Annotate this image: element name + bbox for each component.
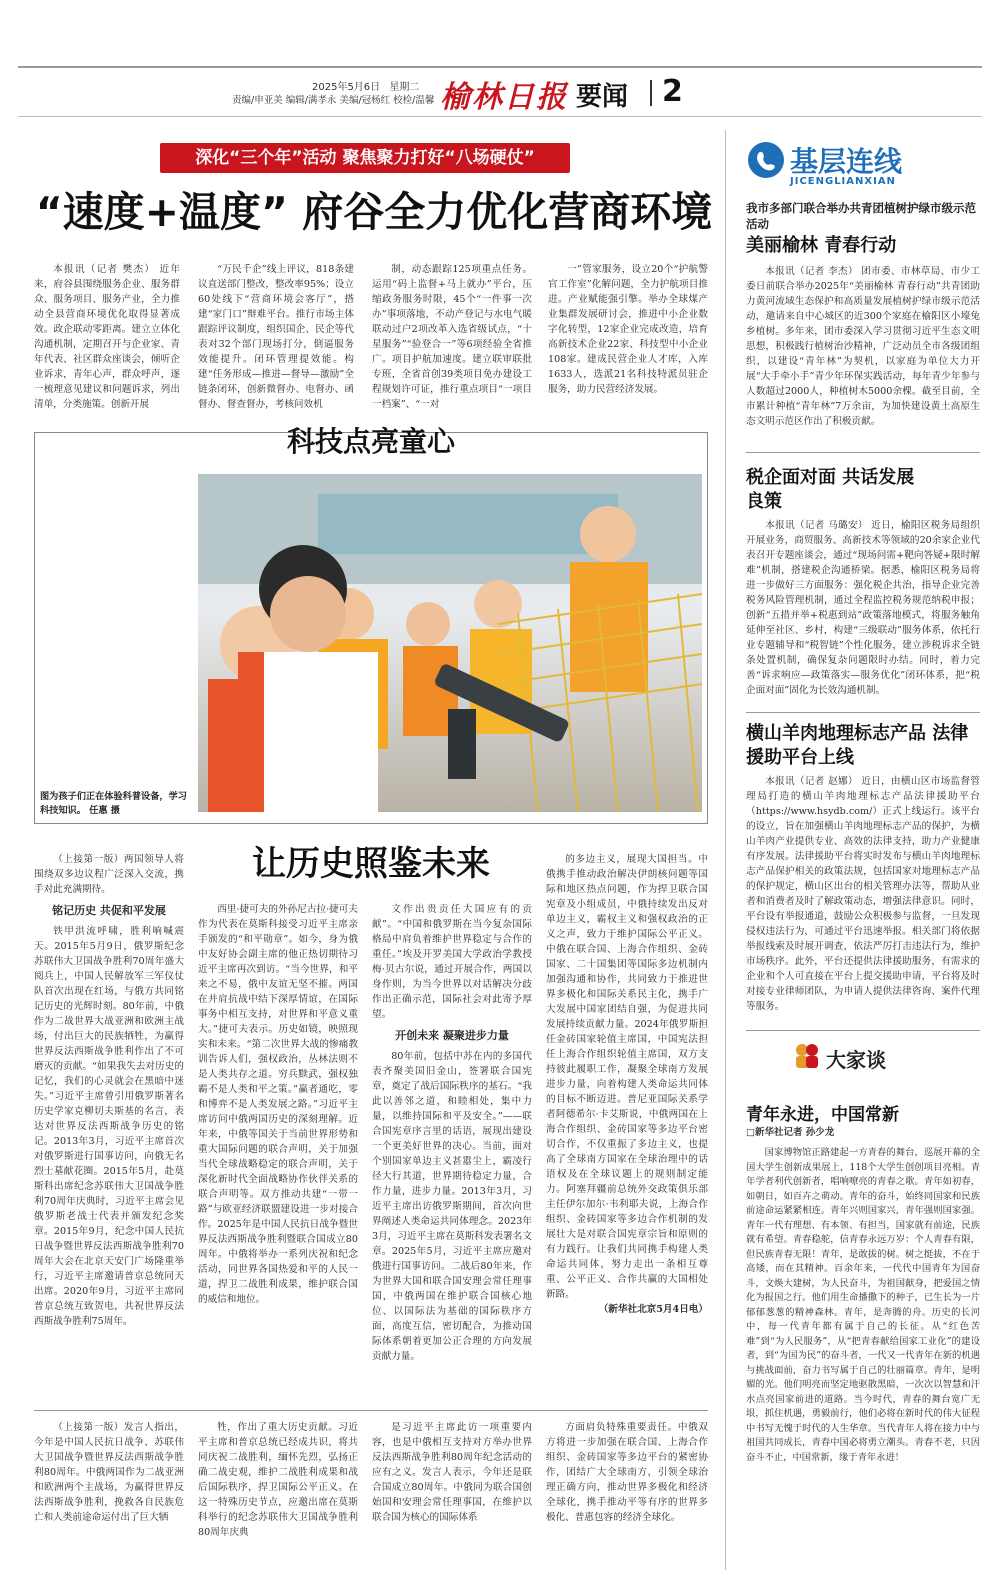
history-headline: 让历史照鉴未来 <box>252 844 490 884</box>
history-story-col-2: 西里·捷可夫的外孙尼古拉·捷可夫作为代表在莫斯科接受习近平主席亲手颁发的“和平勋章”。如今，身为俄中友好协会副主席的他正热切期待习近平主席再次到访。“当今世界，和平来之不易，俄中友谊无坚不摧。两国在并肩抗战中结下深厚情谊，在国际事务中相互支持，对世界和平意义重大。”捷可夫表示。历史如镜，映照现实和未来。“第二次世界大战的惨痛教训告诉人们，强权政治，丛林法则不是人类共存之道。穷兵黩武，强权独霸不是人类和平之策。”赢者通吃，零和博弈不是人类发展之路。”习近平主席访问中俄两国历史的深刻理解。近年来，中俄等国关于当前世界形势和重大国际问题的联合声明，关于加强当代全球战略稳定的联合声明，关于深化新时代全面战略协作伙伴关系的联合声明等。双方推动共建“一带一路”与欧亚经济联盟建设进一步对接合作。2025年是中国人民抗日战争暨世界反法西斯战争胜利暨联合国成立80周年。中俄将举办一系列庆祝和纪念活动，同世界各国热爱和平的人民一道，捍卫二战胜利成果，维护联合国的威信和地位。 <box>198 904 358 1305</box>
photo-story-text <box>40 560 190 800</box>
subhead-create-future: 开创未来 凝聚进步力量 <box>395 1029 509 1042</box>
issue-date: 2025年5月6日 <box>312 82 381 93</box>
section-name: 要闻 <box>576 82 629 112</box>
subhead-remember-history: 铭记历史 共促和平发展 <box>52 904 166 917</box>
students-science-photo <box>198 474 702 812</box>
story1-title: 美丽榆林 青春行动 <box>746 235 897 256</box>
sidebar-section-pinyin: JICENGLIANXIAN <box>790 176 896 187</box>
opinion-title: 青年永进，中国常新 <box>746 1105 899 1125</box>
photo-caption: 图为孩子们正在体验科普设备，学习科技知识。 任惠 摄 <box>40 791 187 816</box>
photo-story-title: 科技点亮童心 <box>286 425 455 458</box>
history-story-col-3: 文作出贵贡任大国应有的贡献”。“中国和俄罗斯在当今复杂国际格局中肩负着维护世界稳定与合作的重任。”埃及开罗美国大学政治学教授梅·贝古尔说，通过开展合作，两国以身作则，为当今世界以对话解决分歧作出正确示范，国际社会对此寄予厚望。 开创未来 凝聚进步力量 80年前，包括中苏在内的多国代表齐聚美国旧金山，签署联合国宪章，奠定了战后国际秩序的基石。“我此以善邻之道，和睦相处，集中力量，以维持国际和平及安全。”——联合国宪章序言里的话语，展现出建设一个更美好世界的决心。当前，面对个别国家单边主义甚嚣尘上，霸凌行径大行其道，世界期待稳定力量，合作力量，进步力量。2013年3月，习近平主席出访俄罗斯期间，首次向世界阐述人类命运共同体理念。2023年3月，习近平主席在莫斯科发表署名文章。2025年5月，习近平主席应邀对俄进行国事访问。二战后80年来，作为世界大国和联合国安理会常任理事国，中俄两国在维护联合国核心地位、以国际法为基础的国际秩序方面，高度互信，密切配合，为推动国际体系朝着更加公正合理的方向发展贡献力量。 <box>372 904 532 1362</box>
bottom-story-col-4: 方面肩负特殊重要责任。中俄双方将进一步加强在联合国、上海合作组织、金砖国家等多边平台的紧密协作，团结广大全球南方，引领全球治理正确方向，推动世界多极化和经济全球化，携手推动平等有序的世界多极化、普惠包容的经济全球化。 <box>546 1422 708 1523</box>
bottom-story-col-2: 牲，作出了重大历史贡献。习近平主席和普京总统已经成共识，将共同庆祝二战胜利，缅怀先烈，弘扬正确二战史观，维护二战胜利成果和战后国际秩序，捍卫国际公平正义。在这一特殊历史节点，应邀出席在莫斯科举行的纪念苏联伟大卫国战争胜利80周年庆典 <box>198 1422 358 1538</box>
masthead-editors: 责编/申亚美 编辑/满孝永 美编/冠杨红 校检/温馨 <box>232 95 435 106</box>
issue-weekday: 星期二 <box>389 82 420 93</box>
opinion-author: □新华社记者 孙少龙 <box>746 1127 835 1138</box>
sidebar-rule-1 <box>746 452 980 453</box>
sidebar-rule-3 <box>746 1030 980 1031</box>
lead-story-col-1: 本报讯（记者 樊杰） 近年来，府谷县围绕服务企业、服务群众、服务项目、服务产业，全力推动全县营商环境优化取得显著成效。政企联动零距离。建立立体化沟通机制，定期召开与企业家、青年代表、社区群众座谈会，倾听企业诉求，青年心声，群众呼声，逐一梳理意见建议和问题诉求，列出清单，分类施策。创新开展 <box>34 264 180 410</box>
campaign-banner <box>160 143 570 173</box>
masthead-date <box>312 78 419 93</box>
top-rule <box>18 66 982 68</box>
story2-body: 本报讯（记者 马璐安） 近日，榆阳区税务局组织开展业务，商贸服务、高新技术等领域的20余家企业代表召开专题座谈会，通过“现场问需+靶向答疑+限时解难”机制，搭建税企沟通桥梁。据悉，榆阳区税务局将进一步做好三方面服务：强化税企共治，指导企业完善税务风险管理机制，通过全程监控税务规范纳税申报；创新“五措并举+税惠到站”政策落地模式，将服务触角延伸至社区、乡村，构建“三级联动”服务体系，依托行业专题辅导和“税智链”个性化服务，建立涉税诉求全链条处置机制，确保复杂问题限时办结。同时，着力完善“诉求响应—政策落实—服务优化”闭环体系，把“税企面对面”固化为长效沟通机制。 <box>746 520 980 696</box>
bottom-story-col-1: （上接第一版）发言人指出，今年是中国人民抗日战争、苏联伟大卫国战争暨世界反法西斯战争胜利80周年。中俄两国作为二战亚洲和欧洲两个主战场，为赢得世界反法西斯战争胜利，挽救各自民族危亡和人类前途命运付出了巨大牺 <box>34 1422 184 1523</box>
story2-title: 税企面对面 共话发展良策 <box>746 467 915 512</box>
bottom-story-rule <box>34 1410 708 1411</box>
sidebar-divider <box>725 130 726 1570</box>
sidebar-rule-2 <box>746 712 980 713</box>
story3-body: 本报讯（记者 赵娜） 近日，由横山区市场监督管理局打造的横山羊肉地理标志产品法律援助平台（https://www.hsydb.com/）正式上线运行。该平台的设立，旨在加强横山羊肉地理标志产品的保护，为横山羊肉产业提供专业、高效的法律支持，助力产业健康有序发展。法律援助平台将实时发布与横山羊肉地理标志产品保护相关的政策法规，包括国家对地理标志产品的保护规定，横山区出台的相关管理办法等，帮助从业者和消费者及时了解政策动态，增强法律意识。同时，平台设有举报通道，鼓励公众积极参与监督，一旦发现侵权违法行为，可通过平台迅速举报。相关部门将依据举报线索及时展开调查，依法严厉打击违法行为，维护市场秩序。此外，平台还提供法律援助服务，有需求的企业和个人可直接在平台上提交援助申请，平台将及时对接专业律师团队，为申请人提供法律咨询、案件代理等服务。 <box>746 776 980 1012</box>
story1-kicker: 我市多部门联合举办共青团植树护绿市级示范活动 <box>746 201 976 231</box>
history-source: （新华社北京5月4日电） <box>598 1304 708 1315</box>
lead-headline: “速度+温度” 府谷全力优化营商环境 <box>35 188 713 236</box>
lead-story-col-2: “万民千企”线上评议，818条建议直送部门整改，整改率95%；设立60处线下“营商环境会客厅”，搭建“家门口”辩难平台。推行市场主体跟踪评议制度，组织国企、民企等代表对32个部门现场打分，倒逼服务效能提升。闭环管理提效能。构建“任务形成—推进—督导—激励”全链条闭环，创新微督办、电督办、函督办、督查督办，考核问效机 <box>198 264 354 410</box>
campaign-banner-text: 深化“三个年”活动 聚焦聚力打好“八场硬仗” <box>195 148 535 168</box>
sidebar-phone-icon <box>746 140 786 180</box>
opinion-logo: 大家谈 <box>826 1048 886 1072</box>
history-story-col-4: 的多边主义，展现大国担当。中俄携手推动政治解决伊朗核问题等国际和地区热点问题，作为捍卫联合国宪章及小组成员，中俄持续发出反对单边主义，霸权主义和强权政治的正义之声，致力于维护国际公平正义。中俄在联合国、上海合作组织、金砖国家、二十国集团等国际多边机制内加强沟通和协作，共同致力于推进世界多极化和国际关系民主化，携手广大发展中国家团结自强，为促进共同发展持续贡献力量。2024年俄罗斯担任金砖国家轮值主席国，中国宪法担任上海合作组织轮值主席国，双方支持彼此履职工作，凝聚全球南方发展进步力量，向着构建人类命运共同体的目标不断迈进。普尼亚国际关系学者阿德希尔·卡艾斯说，中俄两国在上海合作组织、金砖国家等多边平台密切合作，不仅重振了多边主义，也提高了全球南方国家在全球治理中的话语权及在全球议题上的规则制定能力。阿塞拜疆前总统外交政策俱乐部主任伊尔加尔·韦利耶夫说，上海合作组织、金砖国家等多边合作机制的发展壮大是对联合国宪章宗旨和原则的有力践行。让我们共同携手构建人类命运共同体，努力走出一条相互尊重、公平正义、合作共赢的大国相处新路。 （新华社北京5月4日电） <box>546 854 708 1315</box>
lead-story-col-4: 一”管家服务，设立20个“护航警官工作室”化解问题，全力护航项目推进。产业赋能强引擎。举办全球煤产业集群发展研讨会，推进中小企业数字化转型，12家企业完成改造，培育高新技术企业22家、科技型中小企业108家。建成民营企业人才库，入库1633人，选派21名科技特派员驻企服务，助力民营经济发展。 <box>548 264 708 395</box>
lead-story-col-3: 制，动态跟踪125项重点任务。运用“码上监督+马上就办”平台，压缩政务服务时限，45个“一件事一次办”事项落地，不动产登记与水电气暖联动过户2项改革入选省级试点，“十星服务”“验登合一”等6项经验全省推广。项目护航加速度。建立联审联批专班，全省首创39类项目免办建设工程规划许可证，推行重点项目“一项目一档案”、“一对 <box>372 264 532 410</box>
bottom-story-col-3: 是习近平主席此访一项重要内容，也是中俄相互支持对方举办世界反法西斯战争胜利80周年纪念活动的应有之义。发言人表示，今年还是联合国成立80周年。中俄同为联合国创始国和安理会常任理事国，在维护以联合国为核心的国际体系 <box>372 1422 532 1523</box>
paper-logo: 榆林日报 <box>440 80 568 115</box>
masthead-rule <box>18 116 982 117</box>
story3-title: 横山羊肉地理标志产品 法律援助平台上线 <box>746 723 969 768</box>
sidebar-section-logo: 基层连线 <box>790 145 903 178</box>
section-divider <box>650 80 652 106</box>
opinion-logo-icon <box>792 1040 822 1070</box>
story1-body: 本报讯（记者 李杰） 团市委、市林草局、市少工委日前联合举办2025年“美丽榆林 青春行动”共青团助力黄河流域生态保护和高质量发展植树护绿市级示范活动，邀请来自中心城区的近300个家庭在榆阳区小壕兔乡植树。多年来，团市委深入学习贯彻习近平生态文明思想，积极践行植树治沙精神，广泛动员全市各级团组织，以建设“青年林”为契机，以家庭为单位大力开展“大手牵小手”青少年环保实践活动，每年青少年参与人数超过2000人，种植树木5000余棵。截至目前，全市累计种植“青年林”7万余亩，为加快建设黄土高原生态文明示范区作出了积极贡献。 <box>746 266 980 427</box>
opinion-body: 国家博物馆正路建起一方青春的舞台，巡展开幕的全国大学生创新成果展上，118个大学生创创项目亮相。青年学者利代创新者，唱响嘹亮的青春之歌。青年如初春，如朝日，如百卉之萌动。青年的奋斗，始终同国家和民族前途命运紧紧相连。青年兴则国家兴，青年强则国家强。青年一代有理想、有本领、有担当，国家就有前途，民族就有希望。青春稳舵，信青春永远万岁：个人青春有限，但民族青春无限！青年，是敢拔的树。树之挺拔，不在于高矮，而在其精神。百余年来，一代代中国青年为国奋斗，文焕大建树，为人民奋斗，为祖国献身，把爱国之情化为报国之行。他们用生命播撒下的种子，已生长为一片郁郁葱葱的精神森林。青年，是奔腾的舟。历史的长河中，每一代青年都有属于自己的长征。从“红色苦难”到“为人民服务”，从“把青春献给国家工业化”的建设者，到“为国为民”的奋斗者，一代又一代青年在新的机遇与挑战面前，奋力书写属于自己的壮丽篇章。青年，是明媚的光。他们明亮而坚定地驱散黑暗，一次次以智慧和汗水点亮国家前进的道路。当今时代，青春的舞台宽广无垠，抓住机遇，勇毅前行，他们必将在新时代的伟大征程中书写无愧于时代的人生华章。当代青年人将在接力中与祖国共同成长，青春中国必将勇立潮头。青春不老，只因奋斗不止，中国常新，缘于青年永进！ <box>746 1147 980 1463</box>
page-number: 2 <box>662 74 683 109</box>
history-story-col-1: （上接第一版）两国领导人将围绕双多边议程广泛深入交流，携手对此充满期待。 铭记历史 共促和平发展 铁甲洪流呼啸，胜利响喊震天。2015年5月9日，俄罗斯纪念苏联伟大卫国战争胜利70周年盛大阅兵上，中国人民解放军三军仪仗队首次出现在红场，与俄方共同铭记历史的光辉时刻。80年前，中俄作为二战世界大战亚洲和欧洲主战场，付出巨大的民族牺牲，为赢得世界反法西斯战争胜利作出了不可磨灭的贡献。“如果我失去对历史的记忆，我们的心灵就会在黑暗中迷失。”习近平主席曾引用俄罗斯著名历史学家克柳切夫斯基的名言，表达对世界反法西斯战争历史的铭记。2013年3月，习近平主席首次对俄罗斯进行国事访问，向俄无名烈士墓献花圈。2015年5月，赴莫斯科出席纪念苏联伟大卫国战争胜利70周年庆典时，习近平主席会见俄罗斯老战士代表并颁发纪念奖章。2015年9月，纪念中国人民抗日战争暨世界反法西斯战争胜利70周年大会在北京天安门广场隆重举行，习近平主席邀请普京总统同天出席。2020年9月，习近平主席同普京总统互致贺电，共祝世界反法西斯战争胜利75周年。 <box>34 854 184 1327</box>
